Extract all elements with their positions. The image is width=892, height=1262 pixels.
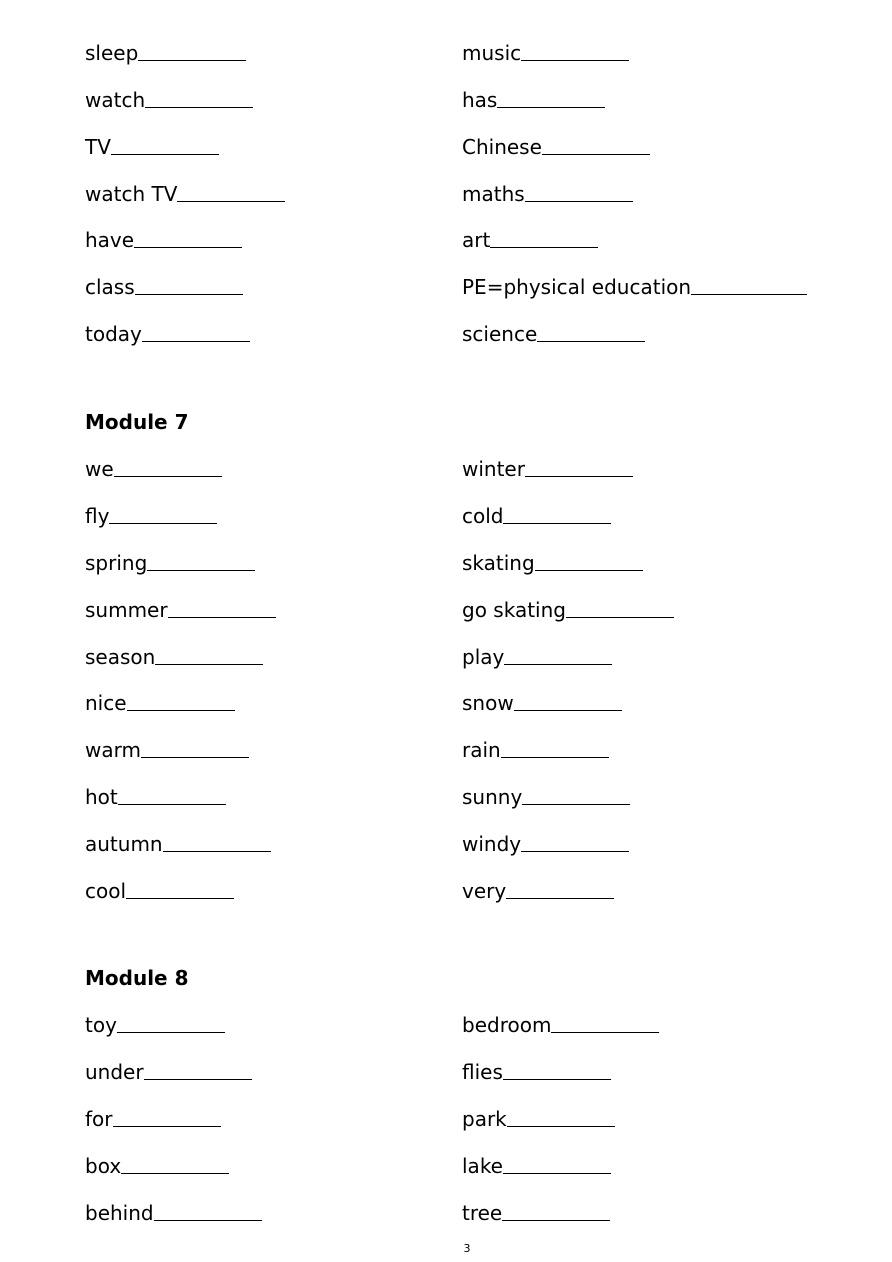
answer-blank[interactable] bbox=[138, 38, 246, 61]
vocab-item bbox=[462, 1057, 611, 1087]
answer-blank[interactable] bbox=[142, 319, 250, 342]
vocab-item bbox=[462, 179, 633, 209]
vocab-word: winter bbox=[462, 457, 525, 481]
vocab-item bbox=[85, 38, 246, 68]
answer-blank[interactable] bbox=[566, 595, 674, 618]
vocab-row bbox=[0, 782, 892, 812]
vocab-word: cold bbox=[462, 504, 504, 528]
vocab-row bbox=[0, 1057, 892, 1087]
vocab-item bbox=[462, 688, 622, 718]
vocab-word: we bbox=[85, 457, 114, 481]
vocab-item bbox=[462, 38, 629, 68]
module-7-heading: Module 7 bbox=[85, 410, 189, 434]
vocab-row bbox=[0, 1198, 892, 1228]
vocab-item bbox=[462, 225, 598, 255]
vocab-item bbox=[85, 319, 250, 349]
answer-blank[interactable] bbox=[490, 225, 598, 248]
answer-blank[interactable] bbox=[126, 876, 234, 899]
vocab-word: autumn bbox=[85, 832, 163, 856]
vocab-word: park bbox=[462, 1107, 507, 1131]
vocab-item bbox=[462, 85, 605, 115]
answer-blank[interactable] bbox=[177, 179, 285, 202]
vocab-row bbox=[0, 319, 892, 349]
vocab-word: tree bbox=[462, 1201, 503, 1225]
vocab-item bbox=[85, 782, 226, 812]
vocab-row bbox=[0, 642, 892, 672]
vocab-item bbox=[462, 548, 643, 578]
vocab-word: Chinese bbox=[462, 135, 542, 159]
vocab-row bbox=[0, 1151, 892, 1181]
vocab-word: cool bbox=[85, 879, 127, 903]
vocab-row bbox=[0, 501, 892, 531]
answer-blank[interactable] bbox=[506, 876, 614, 899]
answer-blank[interactable] bbox=[155, 642, 263, 665]
vocab-item bbox=[462, 1198, 610, 1228]
answer-blank[interactable] bbox=[525, 454, 633, 477]
vocab-word: toy bbox=[85, 1013, 117, 1037]
vocab-item bbox=[85, 1104, 221, 1134]
vocab-word: music bbox=[462, 41, 522, 65]
vocab-item bbox=[85, 829, 271, 859]
vocab-row bbox=[0, 876, 892, 906]
vocab-row bbox=[0, 735, 892, 765]
vocab-item bbox=[462, 642, 612, 672]
answer-blank[interactable] bbox=[525, 179, 633, 202]
vocab-item bbox=[462, 782, 630, 812]
vocab-word: class bbox=[85, 275, 135, 299]
vocab-item bbox=[85, 595, 276, 625]
vocab-row bbox=[0, 132, 892, 162]
vocab-item bbox=[85, 132, 219, 162]
vocab-item bbox=[85, 85, 253, 115]
vocab-item bbox=[85, 1151, 229, 1181]
vocab-word: art bbox=[462, 228, 491, 252]
vocab-word: play bbox=[462, 645, 505, 669]
vocab-item bbox=[462, 1010, 659, 1040]
vocab-word: skating bbox=[462, 551, 535, 575]
vocab-word: rain bbox=[462, 738, 501, 762]
vocab-word: box bbox=[85, 1154, 122, 1178]
vocab-word: watch TV bbox=[85, 182, 178, 206]
answer-blank[interactable] bbox=[501, 735, 609, 758]
answer-blank[interactable] bbox=[503, 501, 611, 524]
answer-blank[interactable] bbox=[535, 548, 643, 571]
vocab-item bbox=[85, 1010, 225, 1040]
answer-blank[interactable] bbox=[109, 501, 217, 524]
answer-blank[interactable] bbox=[691, 272, 807, 295]
vocab-item bbox=[85, 1057, 252, 1087]
vocab-row bbox=[0, 829, 892, 859]
vocab-item bbox=[462, 454, 633, 484]
answer-blank[interactable] bbox=[135, 272, 243, 295]
vocab-item bbox=[85, 272, 243, 302]
vocab-item bbox=[85, 735, 249, 765]
vocab-row bbox=[0, 272, 892, 302]
vocab-row bbox=[0, 548, 892, 578]
vocab-item bbox=[85, 454, 222, 484]
answer-blank[interactable] bbox=[144, 1057, 252, 1080]
answer-blank[interactable] bbox=[118, 782, 226, 805]
answer-blank[interactable] bbox=[537, 319, 645, 342]
vocab-item bbox=[85, 688, 235, 718]
vocab-word: summer bbox=[85, 598, 168, 622]
vocab-row bbox=[0, 85, 892, 115]
answer-blank[interactable] bbox=[504, 642, 612, 665]
vocab-word: has bbox=[462, 88, 498, 112]
vocab-item bbox=[85, 179, 285, 209]
vocab-item bbox=[462, 829, 629, 859]
vocab-item bbox=[462, 272, 807, 302]
vocab-word: go skating bbox=[462, 598, 566, 622]
answer-blank[interactable] bbox=[503, 1057, 611, 1080]
answer-blank[interactable] bbox=[117, 1010, 225, 1033]
vocab-word: lake bbox=[462, 1154, 503, 1178]
vocab-row bbox=[0, 1010, 892, 1040]
vocab-item bbox=[85, 548, 255, 578]
vocab-row bbox=[0, 454, 892, 484]
vocab-item bbox=[462, 595, 674, 625]
vocab-word: very bbox=[462, 879, 507, 903]
answer-blank[interactable] bbox=[503, 1151, 611, 1174]
vocab-item bbox=[85, 501, 217, 531]
vocab-word: under bbox=[85, 1060, 144, 1084]
vocab-word: hot bbox=[85, 785, 118, 809]
answer-blank[interactable] bbox=[542, 132, 650, 155]
vocab-word: watch bbox=[85, 88, 146, 112]
vocab-row bbox=[0, 688, 892, 718]
vocab-item bbox=[462, 735, 609, 765]
vocab-item bbox=[462, 1151, 611, 1181]
vocab-item bbox=[462, 132, 650, 162]
answer-blank[interactable] bbox=[497, 85, 605, 108]
vocab-item bbox=[462, 319, 645, 349]
vocab-word: sleep bbox=[85, 41, 139, 65]
module-8-heading: Module 8 bbox=[85, 966, 189, 990]
answer-blank[interactable] bbox=[127, 688, 235, 711]
answer-blank[interactable] bbox=[111, 132, 219, 155]
answer-blank[interactable] bbox=[551, 1010, 659, 1033]
vocab-word: have bbox=[85, 228, 135, 252]
answer-blank[interactable] bbox=[147, 548, 255, 571]
vocab-word: sunny bbox=[462, 785, 523, 809]
answer-blank[interactable] bbox=[521, 38, 629, 61]
vocab-word: snow bbox=[462, 691, 514, 715]
vocab-item bbox=[85, 642, 263, 672]
vocab-item bbox=[85, 1198, 262, 1228]
answer-blank[interactable] bbox=[521, 829, 629, 852]
vocab-word: flies bbox=[462, 1060, 503, 1084]
answer-blank[interactable] bbox=[121, 1151, 229, 1174]
vocab-word: maths bbox=[462, 182, 525, 206]
answer-blank[interactable] bbox=[134, 225, 242, 248]
vocab-row bbox=[0, 595, 892, 625]
vocab-word: nice bbox=[85, 691, 127, 715]
vocab-word: spring bbox=[85, 551, 148, 575]
vocab-word: science bbox=[462, 322, 538, 346]
answer-blank[interactable] bbox=[114, 454, 222, 477]
answer-blank[interactable] bbox=[507, 1104, 615, 1127]
answer-blank[interactable] bbox=[522, 782, 630, 805]
vocab-word: behind bbox=[85, 1201, 154, 1225]
answer-blank[interactable] bbox=[113, 1104, 221, 1127]
vocab-item bbox=[462, 876, 614, 906]
vocab-word: warm bbox=[85, 738, 141, 762]
answer-blank[interactable] bbox=[154, 1198, 262, 1221]
page-number: 3 bbox=[463, 1242, 471, 1255]
answer-blank[interactable] bbox=[145, 85, 253, 108]
vocab-word: fly bbox=[85, 504, 110, 528]
vocab-row bbox=[0, 38, 892, 68]
vocab-word: bedroom bbox=[462, 1013, 552, 1037]
answer-blank[interactable] bbox=[163, 829, 271, 852]
vocab-row bbox=[0, 1104, 892, 1134]
vocab-row bbox=[0, 179, 892, 209]
vocab-word: TV bbox=[85, 135, 111, 159]
answer-blank[interactable] bbox=[514, 688, 622, 711]
vocab-row bbox=[0, 225, 892, 255]
vocab-word: PE=physical education bbox=[462, 275, 692, 299]
answer-blank[interactable] bbox=[168, 595, 276, 618]
vocab-word: windy bbox=[462, 832, 522, 856]
vocab-item bbox=[85, 225, 242, 255]
vocab-word: season bbox=[85, 645, 156, 669]
vocab-word: today bbox=[85, 322, 142, 346]
vocab-word: for bbox=[85, 1107, 113, 1131]
vocab-item bbox=[85, 876, 234, 906]
answer-blank[interactable] bbox=[141, 735, 249, 758]
vocab-item bbox=[462, 501, 611, 531]
vocab-item bbox=[462, 1104, 615, 1134]
answer-blank[interactable] bbox=[502, 1198, 610, 1221]
